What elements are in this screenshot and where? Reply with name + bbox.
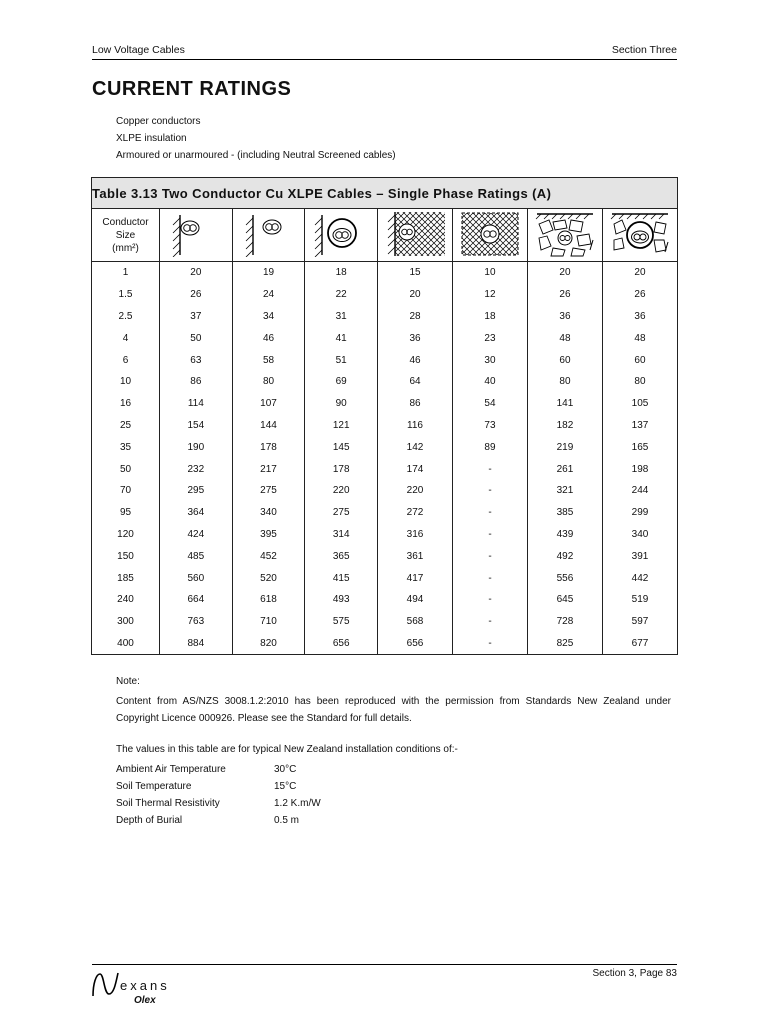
rating-cell: 728	[527, 611, 602, 633]
rating-cell: 51	[305, 349, 378, 371]
rating-cell: -	[453, 524, 528, 546]
cable-direct-buried-icon	[527, 209, 602, 262]
rating-cell: 340	[232, 502, 305, 524]
rating-cell: 141	[527, 393, 602, 415]
rating-cell: 597	[602, 611, 677, 633]
rating-cell: 340	[602, 524, 677, 546]
spec-line: Armoured or unarmoured - (including Neutral Screened cables)	[116, 150, 396, 161]
rating-cell: 165	[602, 436, 677, 458]
table-row	[92, 611, 678, 633]
rating-cell: 20	[378, 284, 453, 306]
rating-cell: 107	[232, 393, 305, 415]
rating-cell: 58	[232, 349, 305, 371]
rating-cell: 80	[527, 371, 602, 393]
condition-label: Ambient Air Temperature	[116, 764, 226, 775]
conductor-size-cell: 50	[92, 458, 160, 480]
table-row	[92, 327, 678, 349]
rating-cell: 299	[602, 502, 677, 524]
rating-cell: 198	[602, 458, 677, 480]
rating-cell: 364	[160, 502, 233, 524]
cable-in-conduit-on-wall-icon	[305, 209, 378, 262]
rating-cell: 314	[305, 524, 378, 546]
cable-in-buried-duct-icon	[602, 209, 677, 262]
nexans-olex-logo	[90, 968, 200, 1012]
rating-cell: -	[453, 611, 528, 633]
rating-cell: -	[453, 589, 528, 611]
table-caption-row	[92, 178, 678, 209]
rating-cell: 417	[378, 567, 453, 589]
rating-cell: 54	[453, 393, 528, 415]
condition-value: 1.2 K.m/W	[274, 798, 321, 809]
rating-cell: 677	[602, 633, 677, 655]
conductor-size-cell: 4	[92, 327, 160, 349]
rating-cell: 20	[160, 262, 233, 284]
note-label: Note:	[116, 676, 140, 687]
rating-cell: 316	[378, 524, 453, 546]
rating-cell: 10	[453, 262, 528, 284]
rating-cell: 20	[602, 262, 677, 284]
installation-icon-row	[92, 209, 678, 262]
rating-cell: 36	[527, 306, 602, 328]
rating-cell: 60	[527, 349, 602, 371]
header-rule	[92, 59, 677, 60]
rating-cell: 244	[602, 480, 677, 502]
rating-cell: 492	[527, 545, 602, 567]
condition-value: 15°C	[274, 781, 297, 792]
conductor-header-line: Conductor	[102, 216, 149, 228]
condition-row	[116, 812, 321, 829]
conductor-size-cell: 6	[92, 349, 160, 371]
conductor-size-cell: 95	[92, 502, 160, 524]
rating-cell: 494	[378, 589, 453, 611]
table-row	[92, 415, 678, 437]
table-row	[92, 524, 678, 546]
table-row	[92, 436, 678, 458]
condition-row	[116, 778, 321, 795]
rating-cell: 64	[378, 371, 453, 393]
rating-cell: 452	[232, 545, 305, 567]
rating-cell: 12	[453, 284, 528, 306]
rating-cell: 28	[378, 306, 453, 328]
conductor-size-cell: 300	[92, 611, 160, 633]
conductor-size-cell: 1.5	[92, 284, 160, 306]
rating-cell: 142	[378, 436, 453, 458]
conductor-size-cell: 2.5	[92, 306, 160, 328]
rating-cell: 820	[232, 633, 305, 655]
rating-cell: 232	[160, 458, 233, 480]
cable-on-wall-in-thermal-insulation-icon	[378, 209, 453, 262]
rating-cell: 114	[160, 393, 233, 415]
rating-cell: 137	[602, 415, 677, 437]
footer-rule	[92, 964, 677, 965]
conductor-size-cell: 10	[92, 371, 160, 393]
conductor-size-cell: 1	[92, 262, 160, 284]
rating-cell: 18	[453, 306, 528, 328]
rating-cell: 568	[378, 611, 453, 633]
rating-cell: 395	[232, 524, 305, 546]
rating-cell: -	[453, 502, 528, 524]
rating-cell: 69	[305, 371, 378, 393]
rating-cell: 145	[305, 436, 378, 458]
rating-cell: 220	[378, 480, 453, 502]
condition-label: Soil Thermal Resistivity	[116, 798, 220, 809]
ratings-table	[91, 177, 678, 655]
rating-cell: 656	[305, 633, 378, 655]
table-row	[92, 633, 678, 655]
logo-sub-text: Olex	[134, 995, 156, 1006]
conductor-size-cell: 70	[92, 480, 160, 502]
rating-cell: 22	[305, 284, 378, 306]
rating-cell: 519	[602, 589, 677, 611]
conductor-size-cell: 185	[92, 567, 160, 589]
rating-cell: 36	[602, 306, 677, 328]
rating-cell: 217	[232, 458, 305, 480]
table-row	[92, 502, 678, 524]
rating-cell: 424	[160, 524, 233, 546]
page-title: CURRENT RATINGS	[92, 78, 292, 100]
rating-cell: 48	[527, 327, 602, 349]
rating-cell: 86	[378, 393, 453, 415]
rating-cell: 18	[305, 262, 378, 284]
nexans-n-logo-icon	[90, 970, 122, 1000]
spec-line: Copper conductors	[116, 116, 201, 127]
rating-cell: 80	[602, 371, 677, 393]
condition-value: 30°C	[274, 764, 297, 775]
rating-cell: 361	[378, 545, 453, 567]
conditions-intro: The values in this table are for typical New Zealand installation conditions of:-	[116, 744, 458, 755]
rating-cell: 575	[305, 611, 378, 633]
logo-brand-text: exans	[120, 978, 170, 993]
rating-cell: 884	[160, 633, 233, 655]
rating-cell: 37	[160, 306, 233, 328]
table-row	[92, 262, 678, 284]
rating-cell: 144	[232, 415, 305, 437]
rating-cell: 321	[527, 480, 602, 502]
rating-cell: -	[453, 567, 528, 589]
rating-cell: 20	[527, 262, 602, 284]
rating-cell: -	[453, 458, 528, 480]
rating-cell: 261	[527, 458, 602, 480]
rating-cell: 485	[160, 545, 233, 567]
rating-cell: 645	[527, 589, 602, 611]
rating-cell: 90	[305, 393, 378, 415]
rating-cell: 560	[160, 567, 233, 589]
table-row	[92, 349, 678, 371]
rating-cell: 34	[232, 306, 305, 328]
rating-cell: 41	[305, 327, 378, 349]
rating-cell: 439	[527, 524, 602, 546]
rating-cell: 31	[305, 306, 378, 328]
rating-cell: 48	[602, 327, 677, 349]
rating-cell: 272	[378, 502, 453, 524]
rating-cell: 23	[453, 327, 528, 349]
rating-cell: 190	[160, 436, 233, 458]
rating-cell: 618	[232, 589, 305, 611]
rating-cell: 664	[160, 589, 233, 611]
rating-cell: 26	[527, 284, 602, 306]
rating-cell: 89	[453, 436, 528, 458]
conditions-list	[116, 761, 321, 829]
rating-cell: 710	[232, 611, 305, 633]
rating-cell: 365	[305, 545, 378, 567]
rating-cell: 415	[305, 567, 378, 589]
table-row	[92, 545, 678, 567]
rating-cell: 154	[160, 415, 233, 437]
condition-label: Soil Temperature	[116, 781, 192, 792]
condition-value: 0.5 m	[274, 815, 300, 826]
rating-cell: 19	[232, 262, 305, 284]
cable-clipped-to-wall-icon	[160, 209, 233, 262]
rating-cell: 40	[453, 371, 528, 393]
rating-cell: 391	[602, 545, 677, 567]
table-row	[92, 458, 678, 480]
table-row	[92, 589, 678, 611]
spec-line: XLPE insulation	[116, 133, 187, 144]
rating-cell: 50	[160, 327, 233, 349]
rating-cell: 520	[232, 567, 305, 589]
rating-cell: 46	[378, 349, 453, 371]
condition-label: Depth of Burial	[116, 815, 183, 826]
rating-cell: -	[453, 633, 528, 655]
rating-cell: 295	[160, 480, 233, 502]
rating-cell: 178	[232, 436, 305, 458]
rating-cell: 105	[602, 393, 677, 415]
rating-cell: 73	[453, 415, 528, 437]
conductor-size-cell: 35	[92, 436, 160, 458]
rating-cell: 60	[602, 349, 677, 371]
table-row	[92, 393, 678, 415]
rating-cell: 656	[378, 633, 453, 655]
rating-cell: 116	[378, 415, 453, 437]
page-number: Section 3, Page 83	[592, 968, 677, 979]
rating-cell: 220	[305, 480, 378, 502]
rating-cell: 63	[160, 349, 233, 371]
conductor-size-cell: 150	[92, 545, 160, 567]
rating-cell: 182	[527, 415, 602, 437]
table-row	[92, 306, 678, 328]
rating-cell: 178	[305, 458, 378, 480]
header-left-text: Low Voltage Cables	[92, 44, 185, 56]
rating-cell: -	[453, 480, 528, 502]
conductor-header-line: Size	[115, 229, 136, 241]
rating-cell: 46	[232, 327, 305, 349]
rating-cell: 26	[602, 284, 677, 306]
rating-cell: 275	[305, 502, 378, 524]
conductor-size-cell: 16	[92, 393, 160, 415]
rating-cell: 825	[527, 633, 602, 655]
conductor-header-line: (mm²)	[112, 242, 139, 254]
conductor-size-cell: 25	[92, 415, 160, 437]
rating-cell: 442	[602, 567, 677, 589]
table-row	[92, 567, 678, 589]
rating-cell: 15	[378, 262, 453, 284]
rating-cell: 24	[232, 284, 305, 306]
conductor-size-cell: 120	[92, 524, 160, 546]
cable-in-thermal-insulation-icon	[453, 209, 528, 262]
note-text: Content from AS/NZS 3008.1.2:2010 has been reproduced with the permission from Standards New Zealand under Copyright Licence 000926. Please see the Standard for full details.	[116, 696, 671, 724]
rating-cell: 763	[160, 611, 233, 633]
table-row	[92, 284, 678, 306]
conductor-size-header	[92, 209, 160, 262]
rating-cell: 80	[232, 371, 305, 393]
rating-cell: 174	[378, 458, 453, 480]
conductor-size-cell: 400	[92, 633, 160, 655]
conductor-size-cell: 240	[92, 589, 160, 611]
rating-cell: 26	[160, 284, 233, 306]
rating-cell: 275	[232, 480, 305, 502]
rating-cell: 30	[453, 349, 528, 371]
rating-cell: 121	[305, 415, 378, 437]
condition-row	[116, 795, 321, 812]
condition-row	[116, 761, 321, 778]
rating-cell: 556	[527, 567, 602, 589]
table-row	[92, 480, 678, 502]
rating-cell: 493	[305, 589, 378, 611]
rating-cell: 219	[527, 436, 602, 458]
rating-cell: 36	[378, 327, 453, 349]
rating-cell: 385	[527, 502, 602, 524]
table-row	[92, 371, 678, 393]
rating-cell: 86	[160, 371, 233, 393]
rating-cell: -	[453, 545, 528, 567]
cable-spaced-from-wall-icon	[232, 209, 305, 262]
table-caption: Table 3.13 Two Conductor Cu XLPE Cables – Single Phase Ratings (A)	[92, 178, 678, 209]
header-right-text: Section Three	[611, 44, 677, 56]
